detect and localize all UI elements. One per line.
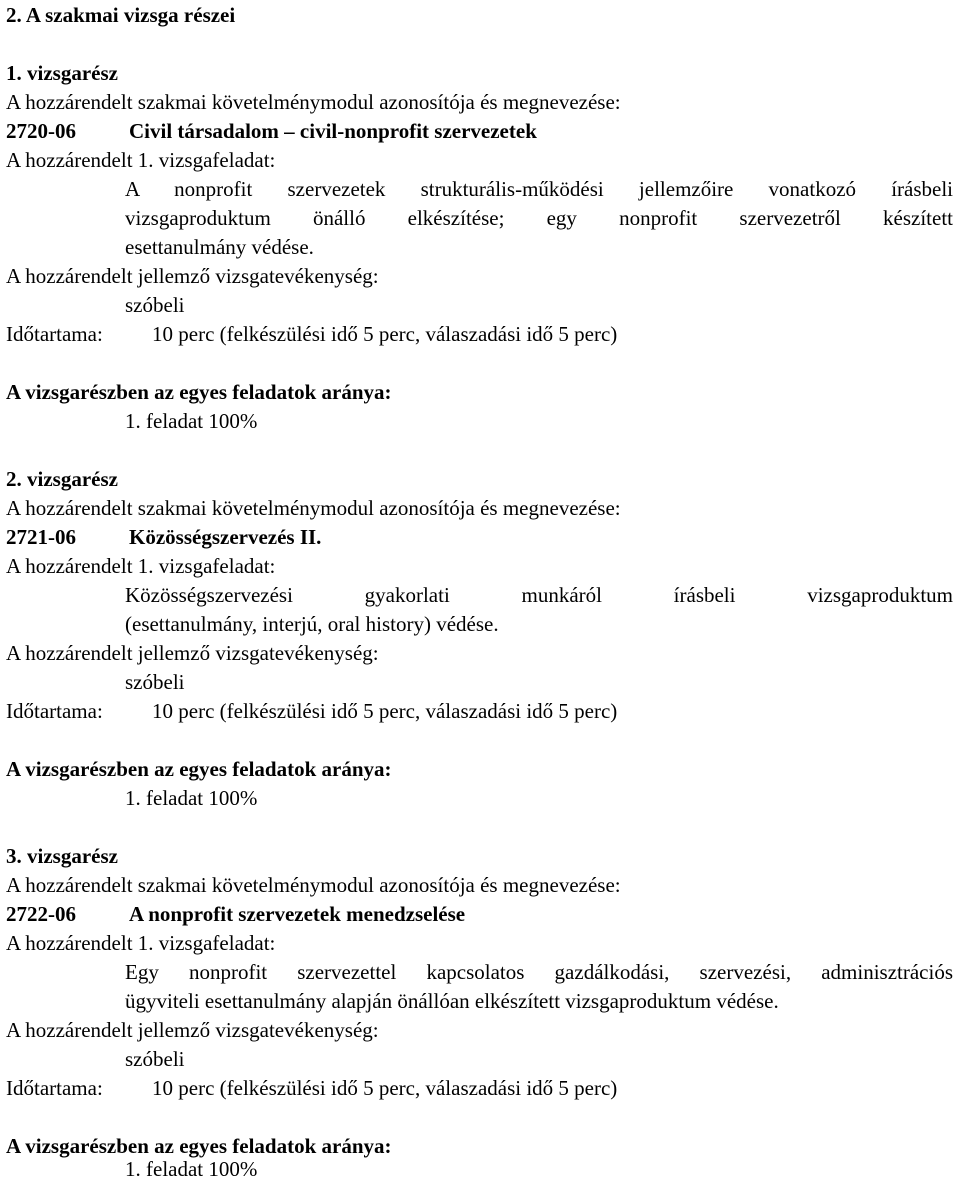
part-1-ratio-value: 1. feladat 100% — [125, 409, 258, 433]
part-2-task-line-2: (esettanulmány, interjú, oral history) védése. — [125, 612, 499, 636]
part-3-task-label: A hozzárendelt 1. vizsgafeladat: — [6, 931, 276, 955]
part-2-module-label: A hozzárendelt szakmai követelménymodul azonosítója és megnevezése: — [6, 496, 621, 520]
part-3-module-name: A nonprofit szervezetek menedzselése — [129, 902, 466, 926]
part-1-duration-value: 10 perc (felkészülési idő 5 perc, válaszadási idő 5 perc) — [152, 322, 618, 346]
part-3-activity-label: A hozzárendelt jellemző vizsgatevékenység: — [6, 1018, 379, 1042]
part-1-activity-label: A hozzárendelt jellemző vizsgatevékenység: — [6, 264, 379, 288]
part-1-activity-value: szóbeli — [125, 293, 185, 317]
part-3-activity-value: szóbeli — [125, 1047, 185, 1071]
part-2-task-line-1: Közösségszervezési gyakorlati munkáról írásbeli vizsgaproduktum — [125, 583, 953, 607]
section-title: 2. A szakmai vizsga részei — [6, 3, 236, 27]
part-1-title: 1. vizsgarész — [6, 61, 118, 85]
part-1-ratio-label: A vizsgarészben az egyes feladatok aránya: — [6, 380, 392, 404]
part-2-module — [6, 524, 321, 550]
part-3-module — [6, 901, 465, 927]
part-2-activity-value: szóbeli — [125, 670, 185, 694]
part-2-duration — [6, 698, 617, 724]
part-2-task-label: A hozzárendelt 1. vizsgafeladat: — [6, 554, 276, 578]
part-1-duration-label: Időtartama: — [6, 322, 103, 346]
part-3-duration-label: Időtartama: — [6, 1076, 103, 1100]
part-1-task-line-2: vizsgaproduktum önálló elkészítése; egy nonprofit szervezetről készített — [125, 206, 953, 230]
part-2-ratio-value: 1. feladat 100% — [125, 786, 258, 810]
part-1-module-name: Civil társadalom – civil-nonprofit szervezetek — [129, 119, 537, 143]
part-2-ratio-label: A vizsgarészben az egyes feladatok aránya: — [6, 757, 392, 781]
part-3-duration — [6, 1075, 617, 1101]
part-1-module-code: 2720-06 — [6, 119, 76, 143]
part-3-task-line-1: Egy nonprofit szervezettel kapcsolatos gazdálkodási, szervezési, adminisztrációs — [125, 960, 953, 984]
part-3-module-label: A hozzárendelt szakmai követelménymodul azonosítója és megnevezése: — [6, 873, 621, 897]
part-1-task-line-1: A nonprofit szervezetek strukturális-működési jellemzőire vonatkozó írásbeli — [125, 177, 953, 201]
part-3-ratio-label: A vizsgarészben az egyes feladatok aránya: — [6, 1134, 392, 1158]
part-1-module — [6, 118, 537, 144]
part-1-duration — [6, 321, 617, 347]
part-3-ratio-value: 1. feladat 100% — [125, 1157, 258, 1181]
part-2-activity-label: A hozzárendelt jellemző vizsgatevékenység: — [6, 641, 379, 665]
part-3-module-code: 2722-06 — [6, 902, 76, 926]
part-3-task-line-2: ügyviteli esettanulmány alapján önállóan elkészített vizsgaproduktum védése. — [125, 989, 779, 1013]
part-1-task-line-3: esettanulmány védése. — [125, 235, 314, 259]
part-3-title: 3. vizsgarész — [6, 844, 118, 868]
part-2-title: 2. vizsgarész — [6, 467, 118, 491]
part-2-module-name: Közösségszervezés II. — [129, 525, 322, 549]
part-2-module-code: 2721-06 — [6, 525, 76, 549]
part-2-duration-value: 10 perc (felkészülési idő 5 perc, válaszadási idő 5 perc) — [152, 699, 618, 723]
part-2-duration-label: Időtartama: — [6, 699, 103, 723]
part-3-duration-value: 10 perc (felkészülési idő 5 perc, válaszadási idő 5 perc) — [152, 1076, 618, 1100]
part-1-task-label: A hozzárendelt 1. vizsgafeladat: — [6, 148, 276, 172]
part-1-module-label: A hozzárendelt szakmai követelménymodul azonosítója és megnevezése: — [6, 90, 621, 114]
